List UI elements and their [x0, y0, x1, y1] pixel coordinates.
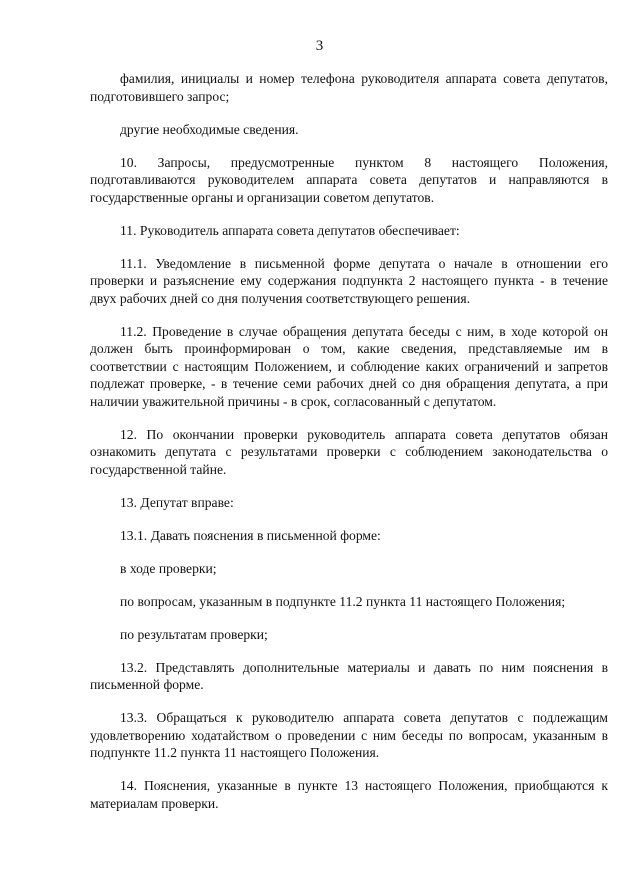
paragraph-11-2: 11.2. Проведение в случае обращения депутата беседы с ним, в ходе которой он должен быть проинформирован о том, какие сведения, представляемые им в соответствии с настоящим Положением, и соблюдение каких ограничений и запретов подлежат проверке, - в течение семи рабочих дней со дня обращения депутата, а при наличии уважительной причины - в срок, согласованный с депутатом.: [90, 323, 608, 409]
paragraph-11-1: 11.1. Уведомление в письменной форме депутата о начале в отношении его проверки и разъяснение ему содержания подпункта 2 настоящего пункта - в течение двух рабочих дней со дня получения соответствующего решения.: [90, 255, 608, 306]
list-item-results: по результатам проверки;: [120, 626, 268, 642]
list-item-during-check: в ходе проверки;: [120, 560, 217, 576]
paragraph-other-info: другие необходимые сведения.: [120, 121, 299, 137]
page-number: 3: [315, 38, 324, 54]
paragraph-13-1: 13.1. Давать пояснения в письменной форме:: [120, 527, 381, 543]
paragraph-13-3: 13.3. Обращаться к руководителю аппарата совета депутатов с подлежащим удовлетворению ходатайством о проведении с ним беседы по вопросам, указанным в подпункте 11.2 пункта 11 настоящего Положения.: [90, 710, 608, 760]
paragraph-13-2: 13.2. Представлять дополнительные материалы и давать по ним пояснения в письменной форме.: [90, 659, 608, 692]
paragraph-13: 13. Депутат вправе:: [120, 494, 234, 510]
paragraph-10: 10. Запросы, предусмотренные пунктом 8 настоящего Положения, подготавливаются руководителем аппарата совета депутатов и направляются в государственные органы и организации советом депутатов.: [90, 154, 608, 205]
paragraph-requester-details: фамилия, инициалы и номер телефона руководителя аппарата совета депутатов, подготовившего запрос;: [90, 71, 608, 104]
paragraph-12: 12. По окончании проверки руководитель аппарата совета депутатов обязан ознакомить депутата с результатами проверки с соблюдением законодательства о государственной тайне.: [90, 426, 608, 477]
paragraph-14: 14. Пояснения, указанные в пункте 13 настоящего Положения, приобщаются к материалам проверки.: [90, 778, 608, 811]
document-body: [90, 70, 608, 812]
list-item-questions: по вопросам, указанным в подпункте 11.2 пункта 11 настоящего Положения;: [120, 593, 566, 609]
paragraph-11: 11. Руководитель аппарата совета депутатов обеспечивает:: [120, 222, 460, 238]
